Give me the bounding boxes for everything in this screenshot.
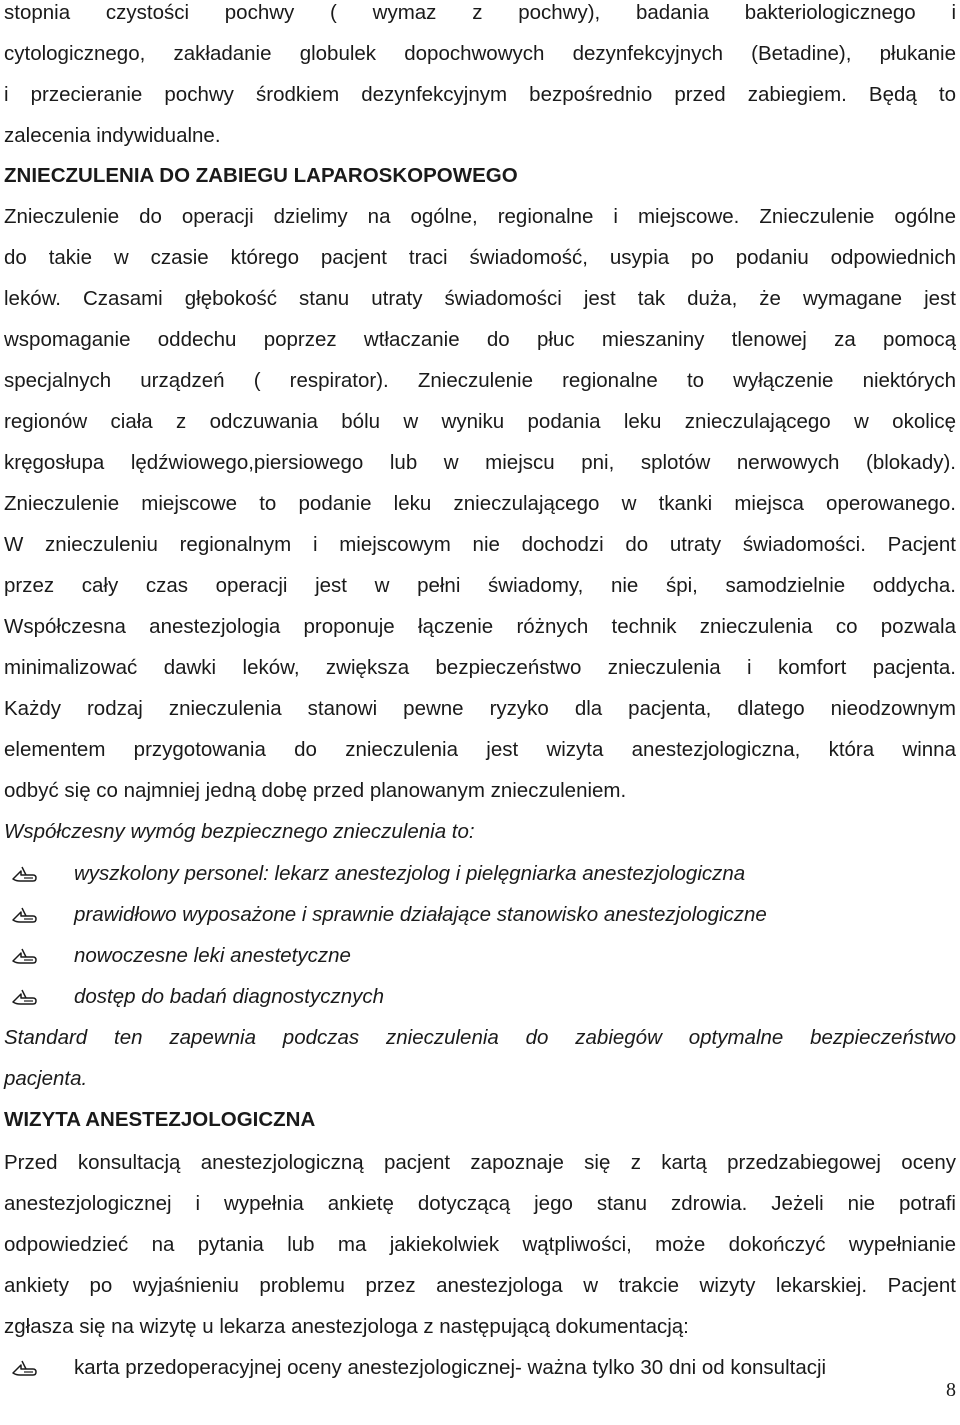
paragraph-line: odpowiedzieć na pytania lub ma jakiekolwiek wątpliwości, może dokończyć wypełnianie xyxy=(4,1233,956,1256)
hand-pointing-icon xyxy=(12,987,38,1009)
standard-line: pacjenta. xyxy=(4,1067,88,1090)
paragraph-line: wspomaganie oddechu poprzez wtłaczanie do płuc mieszaniny tlenowej za pomocą xyxy=(4,328,956,351)
requirement-text: nowoczesne leki anestetyczne xyxy=(74,944,351,967)
paragraph-line: przez cały czas operacji jest w pełni świadomy, nie śpi, samodzielnie oddycha. xyxy=(4,574,956,597)
requirement-text: dostęp do badań diagnostycznych xyxy=(74,985,385,1008)
standard-line: Standard ten zapewnia podczas znieczulenia do zabiegów optymalne bezpieczeństwo xyxy=(4,1026,956,1049)
paragraph-line: kręgosłupa lędźwiowego,piersiowego lub w miejscu pni, splotów nerwowych (blokady). xyxy=(4,451,956,474)
paragraph-line: Znieczulenie do operacji dzielimy na ogólne, regionalne i miejscowe. Znieczulenie ogólne xyxy=(4,205,956,228)
paragraph-line: zgłasza się na wizytę u lekarza anestezjologa z następującą dokumentacją: xyxy=(4,1315,689,1338)
paragraph-line: Znieczulenie miejscowe to podanie leku znieczulającego w tkanki miejsca operowanego. xyxy=(4,492,956,515)
paragraph-line: odbyć się co najmniej jedną dobę przed planowanym znieczuleniem. xyxy=(4,779,627,802)
requirement-item xyxy=(4,943,956,971)
paragraph-line: ankiety po wyjaśnieniu problemu przez anestezjologa w trakcie wizyty lekarskiej. Pacjent xyxy=(4,1274,956,1297)
paragraph-line: cytologicznego, zakładanie globulek dopochwowych dezynfekcyjnych (Betadine), płukanie xyxy=(4,42,956,65)
requirement-item xyxy=(4,902,956,930)
hand-pointing-icon xyxy=(12,905,38,927)
requirement-text: prawidłowo wyposażone i sprawnie działające stanowisko anestezjologiczne xyxy=(74,903,767,926)
paragraph-line: Każdy rodzaj znieczulenia stanowi pewne ryzyko dla pacjenta, dlatego nieodzownym xyxy=(4,697,956,720)
hand-pointing-icon xyxy=(12,864,38,886)
paragraph-line: regionów ciała z odczuwania bólu w wyniku podania leku znieczulającego w okolicę xyxy=(4,410,956,433)
paragraph-line: elementem przygotowania do znieczulenia jest wizyta anestezjologiczna, która winna xyxy=(4,738,956,761)
requirement-item xyxy=(4,861,956,889)
paragraph-line: anestezjologicznej i wypełnia ankietę dotyczącą jego stanu zdrowia. Jeżeli nie potrafi xyxy=(4,1192,956,1215)
hand-pointing-icon xyxy=(12,946,38,968)
documentation-item xyxy=(4,1355,956,1383)
section-heading: ZNIECZULENIA DO ZABIEGU LAPAROSKOPOWEGO xyxy=(4,164,518,187)
paragraph-line: do takie w czasie którego pacjent traci świadomość, usypia po podaniu odpowiednich xyxy=(4,246,956,269)
paragraph-line: i przecieranie pochwy środkiem dezynfekcyjnym bezpośrednio przed zabiegiem. Będą to xyxy=(4,83,956,106)
requirement-text: wyszkolony personel: lekarz anestezjolog i pielęgniarka anestezjologiczna xyxy=(74,862,746,885)
paragraph-line: leków. Czasami głębokość stanu utraty świadomości jest tak duża, że wymagane jest xyxy=(4,287,956,310)
paragraph-line: Współczesna anestezjologia proponuje łączenie różnych technik znieczulenia co pozwala xyxy=(4,615,956,638)
paragraph-line: specjalnych urządzeń ( respirator). Znieczulenie regionalne to wyłączenie niektórych xyxy=(4,369,956,392)
paragraph-line: minimalizować dawki leków, zwiększa bezpieczeństwo znieczulenia i komfort pacjenta. xyxy=(4,656,956,679)
paragraph-line: stopnia czystości pochwy ( wymaz z pochwy), badania bakteriologicznego i xyxy=(4,1,956,24)
documentation-text: karta przedoperacyjnej oceny anestezjologicznej- ważna tylko 30 dni od konsultacji xyxy=(74,1356,827,1379)
requirement-item xyxy=(4,984,956,1012)
page-number: 8 xyxy=(946,1379,956,1401)
paragraph-line: zalecenia indywidualne. xyxy=(4,124,221,147)
hand-pointing-icon xyxy=(12,1358,38,1380)
paragraph-line: Przed konsultacją anestezjologiczną pacjent zapoznaje się z kartą przedzabiegowej oceny xyxy=(4,1151,956,1174)
section-heading: WIZYTA ANESTEZJOLOGICZNA xyxy=(4,1108,316,1131)
requirements-intro: Współczesny wymóg bezpiecznego znieczulenia to: xyxy=(4,820,475,843)
paragraph-line: W znieczuleniu regionalnym i miejscowym nie dochodzi do utraty świadomości. Pacjent xyxy=(4,533,956,556)
